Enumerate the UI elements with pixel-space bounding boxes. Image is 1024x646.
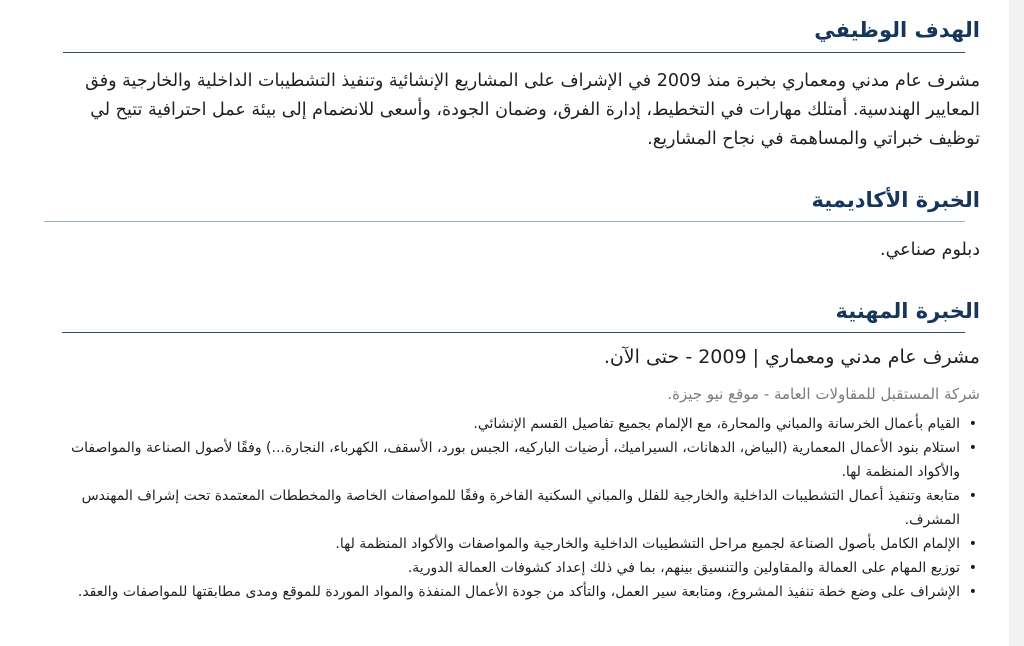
- scrollbar-track[interactable]: [1009, 0, 1024, 646]
- bullet-icon: •: [968, 416, 977, 432]
- bullet-icon: •: [968, 560, 977, 576]
- objective-text: مشرف عام مدني ومعماري بخبرة منذ 2009 في الإشراف على المشاريع الإنشائية وتنفيذ التشطيبات الداخلية والخارجية وفق المعايير الهندسية. أمتلك مهارات في التخطيط، إدارة الفرق، وضمان الجودة، وأسعى للانضمام إلى بيئة عمل احترافية تتيح لي توظيف خبراتي والمساهمة في نجاح المشاريع.: [85, 71, 980, 149]
- objective-divider: [63, 52, 965, 53]
- list-item: [47, 532, 977, 556]
- bullet-icon: •: [968, 584, 977, 600]
- duty-text: توزيع المهام على العمالة والمقاولين والتنسيق بينهم، بما في ذلك إعداد كشوفات العمالة الدورية.: [407, 560, 960, 576]
- academic-heading: الخبرة الأكاديمية: [811, 188, 980, 212]
- academic-divider: [44, 221, 965, 222]
- duty-text: الإشراف على وضع خطة تنفيذ المشروع، ومتابعة سير العمل، والتأكد من جودة الأعمال المنفذة والمواد الموردة للموقع ومدى مطابقتها للمواصفات والعقد.: [77, 584, 960, 600]
- professional-heading: الخبرة المهنية: [835, 299, 980, 323]
- academic-text: دبلوم صناعي.: [880, 240, 980, 260]
- bullet-icon: •: [968, 440, 977, 456]
- list-item: [47, 436, 977, 484]
- scrollbar-thumb[interactable]: [1012, 0, 1022, 646]
- bullet-icon: •: [968, 536, 977, 552]
- objective-heading: الهدف الوظيفي: [814, 18, 980, 42]
- duty-text: الإلمام الكامل بأصول الصناعة لجميع مراحل التشطيبات الداخلية والخارجية والمواصفات والأكواد المنظمة لها.: [335, 536, 960, 552]
- duty-text: استلام بنود الأعمال المعمارية (البياض، الدهانات، السيراميك، أرضيات الباركيه، الجبس بورد، الأسقف، الكهرباء، النجارة...) وفقًا لأصول الصناعة والمواصفات والأكواد المنظمة لها.: [70, 440, 960, 480]
- list-item: [47, 412, 977, 436]
- professional-divider: [62, 332, 965, 333]
- bullet-icon: •: [968, 488, 977, 504]
- list-item: [47, 580, 977, 604]
- duties-list: [47, 412, 977, 604]
- job-title: مشرف عام مدني ومعماري | 2009 - حتى الآن.: [603, 346, 980, 368]
- list-item: [47, 556, 977, 580]
- company-name: شركة المستقبل للمقاولات العامة - موقع نيو جيزة.: [667, 385, 980, 403]
- list-item: [47, 484, 977, 532]
- duty-text: متابعة وتنفيذ أعمال التشطيبات الداخلية والخارجية للفلل والمباني السكنية الفاخرة وفقًا للمواصفات الخاصة والمخططات المعتمدة تحت إشراف المهندس المشرف.: [81, 488, 960, 528]
- duty-text: القيام بأعمال الخرسانة والمباني والمحارة، مع الإلمام بجميع تفاصيل القسم الإنشائي.: [473, 416, 960, 432]
